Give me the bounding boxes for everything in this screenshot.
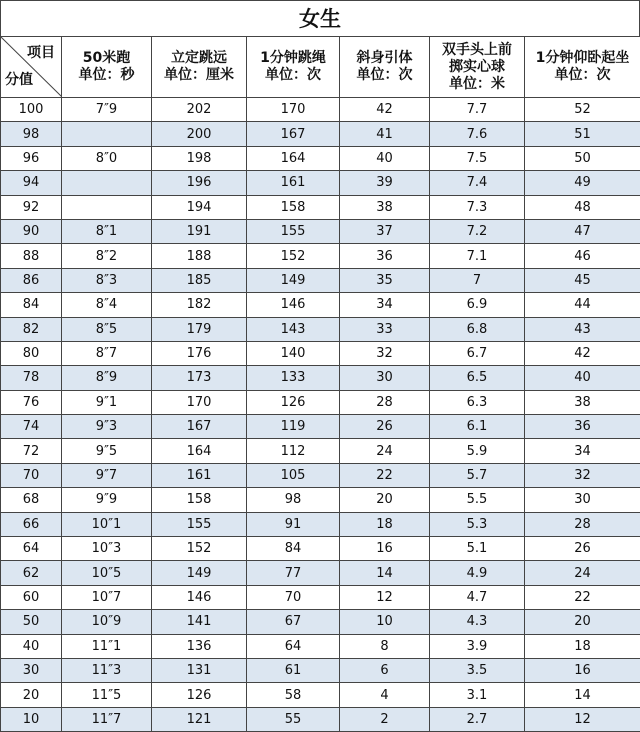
table-row xyxy=(1,634,640,658)
cell-pull-up: 20 xyxy=(340,488,430,512)
table-row xyxy=(1,537,640,561)
cell-score: 72 xyxy=(1,439,62,463)
header-50m-run xyxy=(62,37,152,98)
table-row xyxy=(1,146,640,170)
cell-medicine-ball: 4.3 xyxy=(430,610,525,634)
cell-jump-rope: 58 xyxy=(247,683,340,707)
cell-pull-up: 38 xyxy=(340,195,430,219)
cell-50m-run: 8″3 xyxy=(62,268,152,292)
cell-pull-up: 4 xyxy=(340,683,430,707)
header-jump-rope-unit: 单位：次 xyxy=(247,67,339,84)
header-jump-rope-name: 1分钟跳绳 xyxy=(247,50,339,67)
cell-jump-rope: 112 xyxy=(247,439,340,463)
cell-pull-up: 16 xyxy=(340,537,430,561)
header-pull-up xyxy=(340,37,430,98)
cell-medicine-ball: 5.5 xyxy=(430,488,525,512)
cell-50m-run: 11″5 xyxy=(62,683,152,707)
table-row xyxy=(1,683,640,707)
cell-sit-up: 20 xyxy=(525,610,640,634)
cell-jump-rope: 67 xyxy=(247,610,340,634)
cell-standing-jump: 185 xyxy=(152,268,247,292)
cell-pull-up: 35 xyxy=(340,268,430,292)
cell-pull-up: 26 xyxy=(340,415,430,439)
table-row xyxy=(1,561,640,585)
cell-jump-rope: 84 xyxy=(247,537,340,561)
cell-standing-jump: 200 xyxy=(152,122,247,146)
header-sit-up xyxy=(525,37,640,98)
cell-jump-rope: 119 xyxy=(247,415,340,439)
cell-jump-rope: 55 xyxy=(247,707,340,731)
cell-standing-jump: 196 xyxy=(152,171,247,195)
cell-sit-up: 26 xyxy=(525,537,640,561)
cell-medicine-ball: 2.7 xyxy=(430,707,525,731)
cell-sit-up: 45 xyxy=(525,268,640,292)
header-row xyxy=(1,37,640,98)
cell-sit-up: 42 xyxy=(525,341,640,365)
header-medicine-ball-name-2: 掷实心球 xyxy=(430,59,524,76)
cell-score: 40 xyxy=(1,634,62,658)
cell-score: 88 xyxy=(1,244,62,268)
cell-pull-up: 22 xyxy=(340,463,430,487)
sheet-title: 女生 xyxy=(0,0,640,36)
table-row xyxy=(1,415,640,439)
cell-50m-run: 11″1 xyxy=(62,634,152,658)
cell-sit-up: 34 xyxy=(525,439,640,463)
cell-standing-jump: 202 xyxy=(152,98,247,122)
cell-50m-run: 10″5 xyxy=(62,561,152,585)
cell-standing-jump: 198 xyxy=(152,146,247,170)
table-row xyxy=(1,463,640,487)
cell-standing-jump: 126 xyxy=(152,683,247,707)
cell-standing-jump: 170 xyxy=(152,390,247,414)
cell-sit-up: 51 xyxy=(525,122,640,146)
table-row xyxy=(1,317,640,341)
cell-score: 68 xyxy=(1,488,62,512)
cell-jump-rope: 155 xyxy=(247,219,340,243)
cell-50m-run: 9″3 xyxy=(62,415,152,439)
cell-pull-up: 36 xyxy=(340,244,430,268)
cell-sit-up: 32 xyxy=(525,463,640,487)
cell-score: 74 xyxy=(1,415,62,439)
header-standing-jump-unit: 单位：厘米 xyxy=(152,67,246,84)
cell-medicine-ball: 6.3 xyxy=(430,390,525,414)
cell-pull-up: 37 xyxy=(340,219,430,243)
cell-medicine-ball: 6.1 xyxy=(430,415,525,439)
table-row xyxy=(1,439,640,463)
table-row xyxy=(1,366,640,390)
cell-medicine-ball: 6.5 xyxy=(430,366,525,390)
cell-sit-up: 50 xyxy=(525,146,640,170)
table-row xyxy=(1,195,640,219)
cell-score: 76 xyxy=(1,390,62,414)
corner-item-label: 项目 xyxy=(27,45,55,62)
table-row xyxy=(1,658,640,682)
cell-sit-up: 43 xyxy=(525,317,640,341)
cell-sit-up: 28 xyxy=(525,512,640,536)
cell-medicine-ball: 6.7 xyxy=(430,341,525,365)
cell-50m-run xyxy=(62,195,152,219)
header-medicine-ball-name-1: 双手头上前 xyxy=(430,42,524,59)
cell-sit-up: 14 xyxy=(525,683,640,707)
cell-standing-jump: 152 xyxy=(152,537,247,561)
cell-medicine-ball: 7.1 xyxy=(430,244,525,268)
cell-pull-up: 32 xyxy=(340,341,430,365)
cell-pull-up: 40 xyxy=(340,146,430,170)
cell-pull-up: 6 xyxy=(340,658,430,682)
cell-medicine-ball: 6.8 xyxy=(430,317,525,341)
cell-standing-jump: 161 xyxy=(152,463,247,487)
cell-score: 78 xyxy=(1,366,62,390)
table-header xyxy=(1,37,640,98)
table-row xyxy=(1,268,640,292)
cell-pull-up: 42 xyxy=(340,98,430,122)
cell-jump-rope: 143 xyxy=(247,317,340,341)
cell-sit-up: 44 xyxy=(525,293,640,317)
cell-medicine-ball: 4.9 xyxy=(430,561,525,585)
cell-standing-jump: 131 xyxy=(152,658,247,682)
corner-score-label: 分值 xyxy=(5,72,33,89)
cell-standing-jump: 121 xyxy=(152,707,247,731)
cell-sit-up: 46 xyxy=(525,244,640,268)
cell-medicine-ball: 5.9 xyxy=(430,439,525,463)
header-jump-rope xyxy=(247,37,340,98)
cell-pull-up: 24 xyxy=(340,439,430,463)
cell-sit-up: 47 xyxy=(525,219,640,243)
table-row xyxy=(1,610,640,634)
cell-50m-run: 11″3 xyxy=(62,658,152,682)
cell-50m-run: 10″1 xyxy=(62,512,152,536)
header-standing-jump-name: 立定跳远 xyxy=(152,50,246,67)
cell-score: 80 xyxy=(1,341,62,365)
cell-jump-rope: 133 xyxy=(247,366,340,390)
cell-50m-run: 9″7 xyxy=(62,463,152,487)
cell-standing-jump: 176 xyxy=(152,341,247,365)
cell-standing-jump: 167 xyxy=(152,415,247,439)
cell-jump-rope: 161 xyxy=(247,171,340,195)
cell-medicine-ball: 7.3 xyxy=(430,195,525,219)
cell-pull-up: 33 xyxy=(340,317,430,341)
cell-50m-run xyxy=(62,122,152,146)
header-medicine-ball-unit: 单位：米 xyxy=(430,76,524,93)
cell-score: 92 xyxy=(1,195,62,219)
cell-jump-rope: 146 xyxy=(247,293,340,317)
header-50m-run-name: 50米跑 xyxy=(62,50,151,67)
table-row xyxy=(1,122,640,146)
cell-pull-up: 10 xyxy=(340,610,430,634)
cell-standing-jump: 191 xyxy=(152,219,247,243)
cell-medicine-ball: 7 xyxy=(430,268,525,292)
cell-score: 70 xyxy=(1,463,62,487)
cell-medicine-ball: 7.5 xyxy=(430,146,525,170)
table-row xyxy=(1,219,640,243)
cell-sit-up: 24 xyxy=(525,561,640,585)
cell-standing-jump: 188 xyxy=(152,244,247,268)
cell-medicine-ball: 5.1 xyxy=(430,537,525,561)
cell-sit-up: 22 xyxy=(525,585,640,609)
cell-score: 20 xyxy=(1,683,62,707)
header-sit-up-name: 1分钟仰卧起坐 xyxy=(525,50,640,67)
cell-jump-rope: 105 xyxy=(247,463,340,487)
cell-pull-up: 2 xyxy=(340,707,430,731)
cell-jump-rope: 152 xyxy=(247,244,340,268)
cell-score: 84 xyxy=(1,293,62,317)
cell-standing-jump: 173 xyxy=(152,366,247,390)
cell-score: 98 xyxy=(1,122,62,146)
cell-standing-jump: 155 xyxy=(152,512,247,536)
cell-jump-rope: 91 xyxy=(247,512,340,536)
cell-jump-rope: 70 xyxy=(247,585,340,609)
cell-medicine-ball: 4.7 xyxy=(430,585,525,609)
table-body xyxy=(1,98,640,732)
cell-score: 100 xyxy=(1,98,62,122)
cell-jump-rope: 149 xyxy=(247,268,340,292)
cell-medicine-ball: 7.6 xyxy=(430,122,525,146)
cell-score: 30 xyxy=(1,658,62,682)
table-row xyxy=(1,512,640,536)
header-50m-run-unit: 单位：秒 xyxy=(62,67,151,84)
cell-50m-run: 11″7 xyxy=(62,707,152,731)
cell-score: 60 xyxy=(1,585,62,609)
cell-pull-up: 34 xyxy=(340,293,430,317)
cell-pull-up: 8 xyxy=(340,634,430,658)
cell-pull-up: 18 xyxy=(340,512,430,536)
cell-jump-rope: 164 xyxy=(247,146,340,170)
cell-medicine-ball: 5.3 xyxy=(430,512,525,536)
cell-50m-run: 8″1 xyxy=(62,219,152,243)
cell-medicine-ball: 3.9 xyxy=(430,634,525,658)
cell-score: 62 xyxy=(1,561,62,585)
cell-50m-run: 8″9 xyxy=(62,366,152,390)
cell-pull-up: 39 xyxy=(340,171,430,195)
cell-jump-rope: 126 xyxy=(247,390,340,414)
cell-sit-up: 52 xyxy=(525,98,640,122)
cell-standing-jump: 149 xyxy=(152,561,247,585)
corner-header-cell xyxy=(1,37,62,98)
cell-score: 90 xyxy=(1,219,62,243)
cell-jump-rope: 158 xyxy=(247,195,340,219)
cell-score: 86 xyxy=(1,268,62,292)
table-row xyxy=(1,244,640,268)
cell-pull-up: 41 xyxy=(340,122,430,146)
cell-50m-run: 8″7 xyxy=(62,341,152,365)
header-sit-up-unit: 单位：次 xyxy=(525,67,640,84)
table-row xyxy=(1,341,640,365)
table-row xyxy=(1,488,640,512)
cell-50m-run: 9″9 xyxy=(62,488,152,512)
cell-50m-run xyxy=(62,171,152,195)
cell-score: 50 xyxy=(1,610,62,634)
header-pull-up-unit: 单位：次 xyxy=(340,67,429,84)
cell-jump-rope: 98 xyxy=(247,488,340,512)
cell-50m-run: 8″2 xyxy=(62,244,152,268)
cell-score: 82 xyxy=(1,317,62,341)
header-medicine-ball xyxy=(430,37,525,98)
cell-50m-run: 8″0 xyxy=(62,146,152,170)
cell-50m-run: 9″1 xyxy=(62,390,152,414)
cell-sit-up: 30 xyxy=(525,488,640,512)
cell-sit-up: 36 xyxy=(525,415,640,439)
cell-jump-rope: 170 xyxy=(247,98,340,122)
cell-score: 10 xyxy=(1,707,62,731)
cell-score: 96 xyxy=(1,146,62,170)
table-row xyxy=(1,171,640,195)
cell-50m-run: 10″9 xyxy=(62,610,152,634)
cell-jump-rope: 167 xyxy=(247,122,340,146)
cell-sit-up: 38 xyxy=(525,390,640,414)
cell-pull-up: 14 xyxy=(340,561,430,585)
cell-sit-up: 40 xyxy=(525,366,640,390)
header-pull-up-name: 斜身引体 xyxy=(340,50,429,67)
cell-score: 64 xyxy=(1,537,62,561)
table-row xyxy=(1,585,640,609)
cell-medicine-ball: 3.5 xyxy=(430,658,525,682)
cell-sit-up: 12 xyxy=(525,707,640,731)
cell-50m-run: 8″5 xyxy=(62,317,152,341)
cell-standing-jump: 158 xyxy=(152,488,247,512)
cell-sit-up: 49 xyxy=(525,171,640,195)
cell-medicine-ball: 3.1 xyxy=(430,683,525,707)
table-row xyxy=(1,707,640,731)
cell-medicine-ball: 7.4 xyxy=(430,171,525,195)
cell-jump-rope: 64 xyxy=(247,634,340,658)
cell-50m-run: 10″3 xyxy=(62,537,152,561)
cell-jump-rope: 140 xyxy=(247,341,340,365)
cell-medicine-ball: 7.2 xyxy=(430,219,525,243)
cell-score: 94 xyxy=(1,171,62,195)
cell-50m-run: 10″7 xyxy=(62,585,152,609)
cell-jump-rope: 77 xyxy=(247,561,340,585)
cell-medicine-ball: 5.7 xyxy=(430,463,525,487)
cell-pull-up: 12 xyxy=(340,585,430,609)
cell-standing-jump: 179 xyxy=(152,317,247,341)
cell-standing-jump: 194 xyxy=(152,195,247,219)
cell-standing-jump: 182 xyxy=(152,293,247,317)
score-table xyxy=(0,36,640,732)
cell-score: 66 xyxy=(1,512,62,536)
cell-standing-jump: 146 xyxy=(152,585,247,609)
cell-medicine-ball: 6.9 xyxy=(430,293,525,317)
cell-sit-up: 48 xyxy=(525,195,640,219)
table-row xyxy=(1,98,640,122)
cell-standing-jump: 136 xyxy=(152,634,247,658)
cell-50m-run: 7″9 xyxy=(62,98,152,122)
cell-pull-up: 30 xyxy=(340,366,430,390)
cell-50m-run: 8″4 xyxy=(62,293,152,317)
cell-standing-jump: 141 xyxy=(152,610,247,634)
table-row xyxy=(1,390,640,414)
cell-50m-run: 9″5 xyxy=(62,439,152,463)
header-standing-jump xyxy=(152,37,247,98)
cell-standing-jump: 164 xyxy=(152,439,247,463)
cell-sit-up: 16 xyxy=(525,658,640,682)
cell-sit-up: 18 xyxy=(525,634,640,658)
table-row xyxy=(1,293,640,317)
cell-medicine-ball: 7.7 xyxy=(430,98,525,122)
cell-jump-rope: 61 xyxy=(247,658,340,682)
cell-pull-up: 28 xyxy=(340,390,430,414)
